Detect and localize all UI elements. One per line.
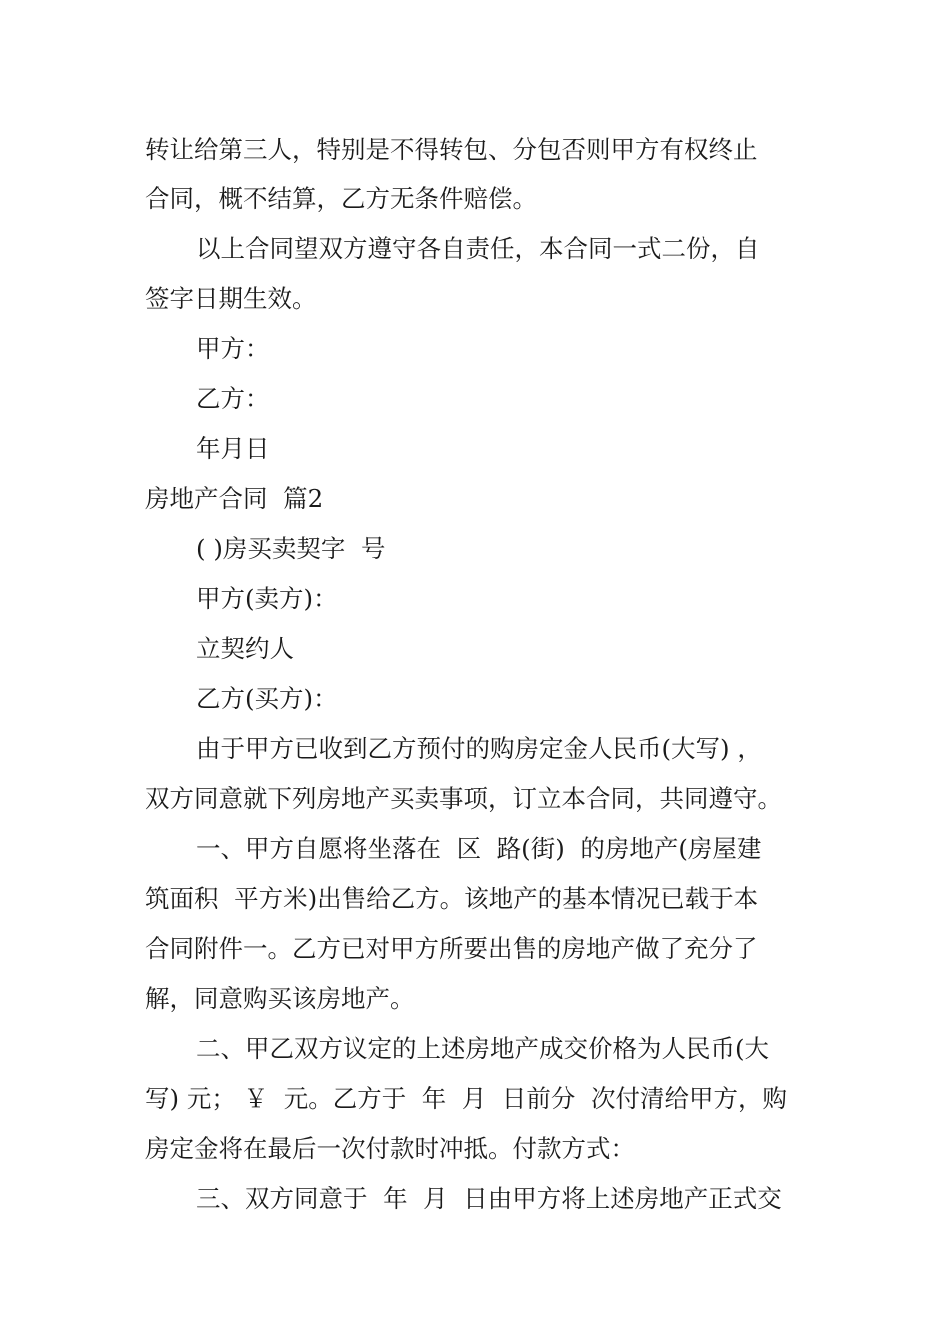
paragraph-line: 双方同意就下列房地产买卖事项，订立本合同，共同遵守。 [145, 784, 782, 813]
paragraph-line: 转让给第三人，特别是不得转包、分包否则甲方有权终止 [145, 135, 758, 164]
paragraph-line: 签字日期生效。 [145, 284, 317, 313]
paragraph-line: 以上合同望双方遵守各自责任，本合同一式二份，自 [196, 234, 760, 263]
signature-party-b: 乙方： [196, 384, 270, 413]
clause-two-line: 二、甲乙双方议定的上述房地产成交价格为人民币(大 [196, 1034, 770, 1063]
clause-three-line: 三、双方同意于 年 月 日由甲方将上述房地产正式交 [196, 1184, 782, 1213]
clause-one-line: 筑面积 平方米)出售给乙方。该地产的基本情况已载于本 [145, 884, 759, 913]
signature-party-a: 甲方： [196, 334, 270, 363]
clause-one-line: 合同附件一。乙方已对甲方所要出售的房地产做了充分了 [145, 934, 758, 963]
contract-number: ( )房买卖契字 号 [196, 534, 386, 563]
paragraph-line: 由于甲方已收到乙方预付的购房定金人民币(大写) ， [196, 734, 762, 763]
signature-date: 年月日 [196, 434, 270, 463]
clause-two-line: 写) 元； ￥ 元。乙方于 年 月 日前分 次付清给甲方，购 [145, 1084, 788, 1113]
clause-one-line: 一、甲方自愿将坐落在 区 路(街) 的房地产(房屋建 [196, 834, 762, 863]
contract-signer: 立契约人 [196, 634, 294, 663]
party-a-seller: 甲方(卖方)： [196, 584, 338, 613]
clause-one-line: 解，同意购买该房地产。 [145, 984, 415, 1013]
section-heading: 房地产合同 篇2 [145, 484, 324, 513]
party-b-buyer: 乙方(买方)： [196, 684, 338, 713]
paragraph-line: 合同，概不结算，乙方无条件赔偿。 [145, 184, 537, 213]
clause-two-line: 房定金将在最后一次付款时冲抵。付款方式： [145, 1134, 635, 1163]
